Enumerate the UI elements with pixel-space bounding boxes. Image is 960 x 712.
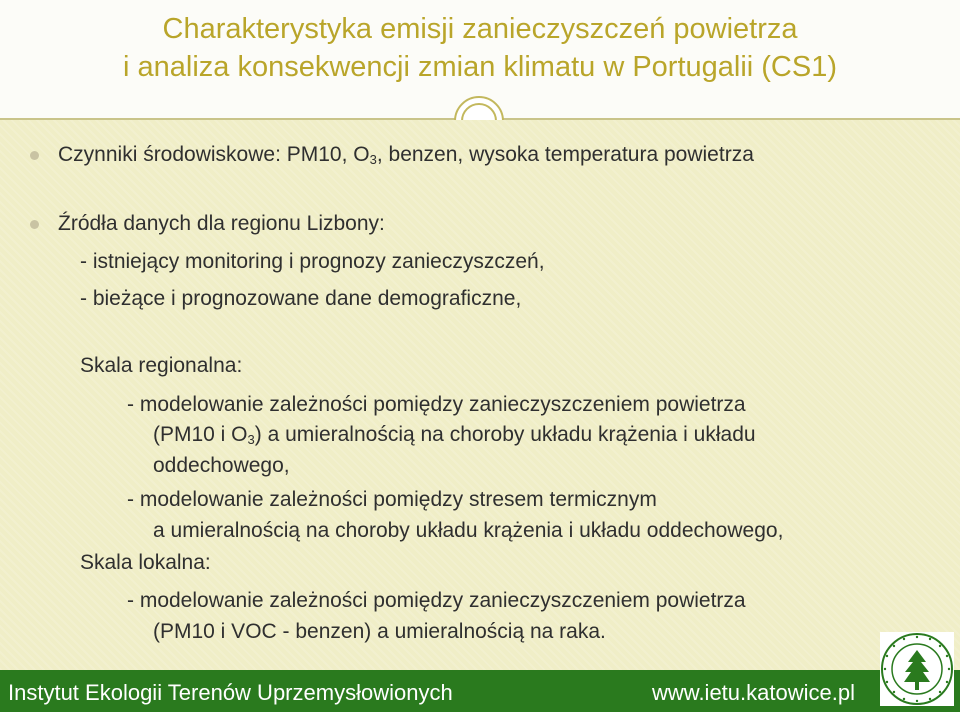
bullet-icon <box>30 220 39 229</box>
b1-subscript: 3 <box>369 152 377 167</box>
regional-item-2-line-1: - modelowanie zależności pomiędzy stresem termicznym <box>127 488 657 511</box>
regional-item-1-line-3: oddechowego, <box>153 454 290 477</box>
bullet-environmental-factors <box>58 142 754 173</box>
bullet-data-sources: Źródła danych dla regionu Lizbony: <box>58 212 385 235</box>
data-source-line-1: - istniejący monitoring i prognozy zanieczyszczeń, <box>80 250 545 273</box>
institute-name: Instytut Ekologii Terenów Uprzemysłowionych <box>8 680 453 705</box>
regional-item-1-line-2 <box>153 422 756 453</box>
slide-title-line-2: i analiza konsekwencji zmian klimatu w Portugalii (CS1) <box>123 51 837 83</box>
b1-prefix: Czynniki środowiskowe: PM10, O <box>58 143 370 166</box>
institute-logo <box>880 632 954 706</box>
r1-l2-subscript: 3 <box>247 432 255 447</box>
regional-item-2-line-2: a umieralnością na choroby układu krążenia i układu oddechowego, <box>153 519 784 542</box>
local-item-1-line-2: (PM10 i VOC - benzen) a umieralnością na raka. <box>153 620 606 643</box>
footer-bar <box>0 670 960 712</box>
regional-scale-label: Skala regionalna: <box>80 354 243 377</box>
b1-suffix: , benzen, wysoka temperatura powietrza <box>376 143 754 166</box>
local-item-1-line-1: - modelowanie zależności pomiędzy zanieczyszczeniem powietrza <box>127 589 746 612</box>
r1-l2-suffix: ) a umieralnością na choroby układu krążenia i układu <box>254 423 756 446</box>
r1-l2-prefix: (PM10 i O <box>153 423 248 446</box>
data-source-line-2: - bieżące i prognozowane dane demograficzne, <box>80 287 522 310</box>
website-link[interactable]: www.ietu.katowice.pl <box>652 680 855 705</box>
slide-title-line-1: Charakterystyka emisji zanieczyszczeń powietrza <box>162 13 798 45</box>
bullet-icon <box>30 151 39 160</box>
regional-item-1-line-1: - modelowanie zależności pomiędzy zanieczyszczeniem powietrza <box>127 393 746 416</box>
tree-icon <box>880 632 954 706</box>
local-scale-label: Skala lokalna: <box>80 551 211 574</box>
